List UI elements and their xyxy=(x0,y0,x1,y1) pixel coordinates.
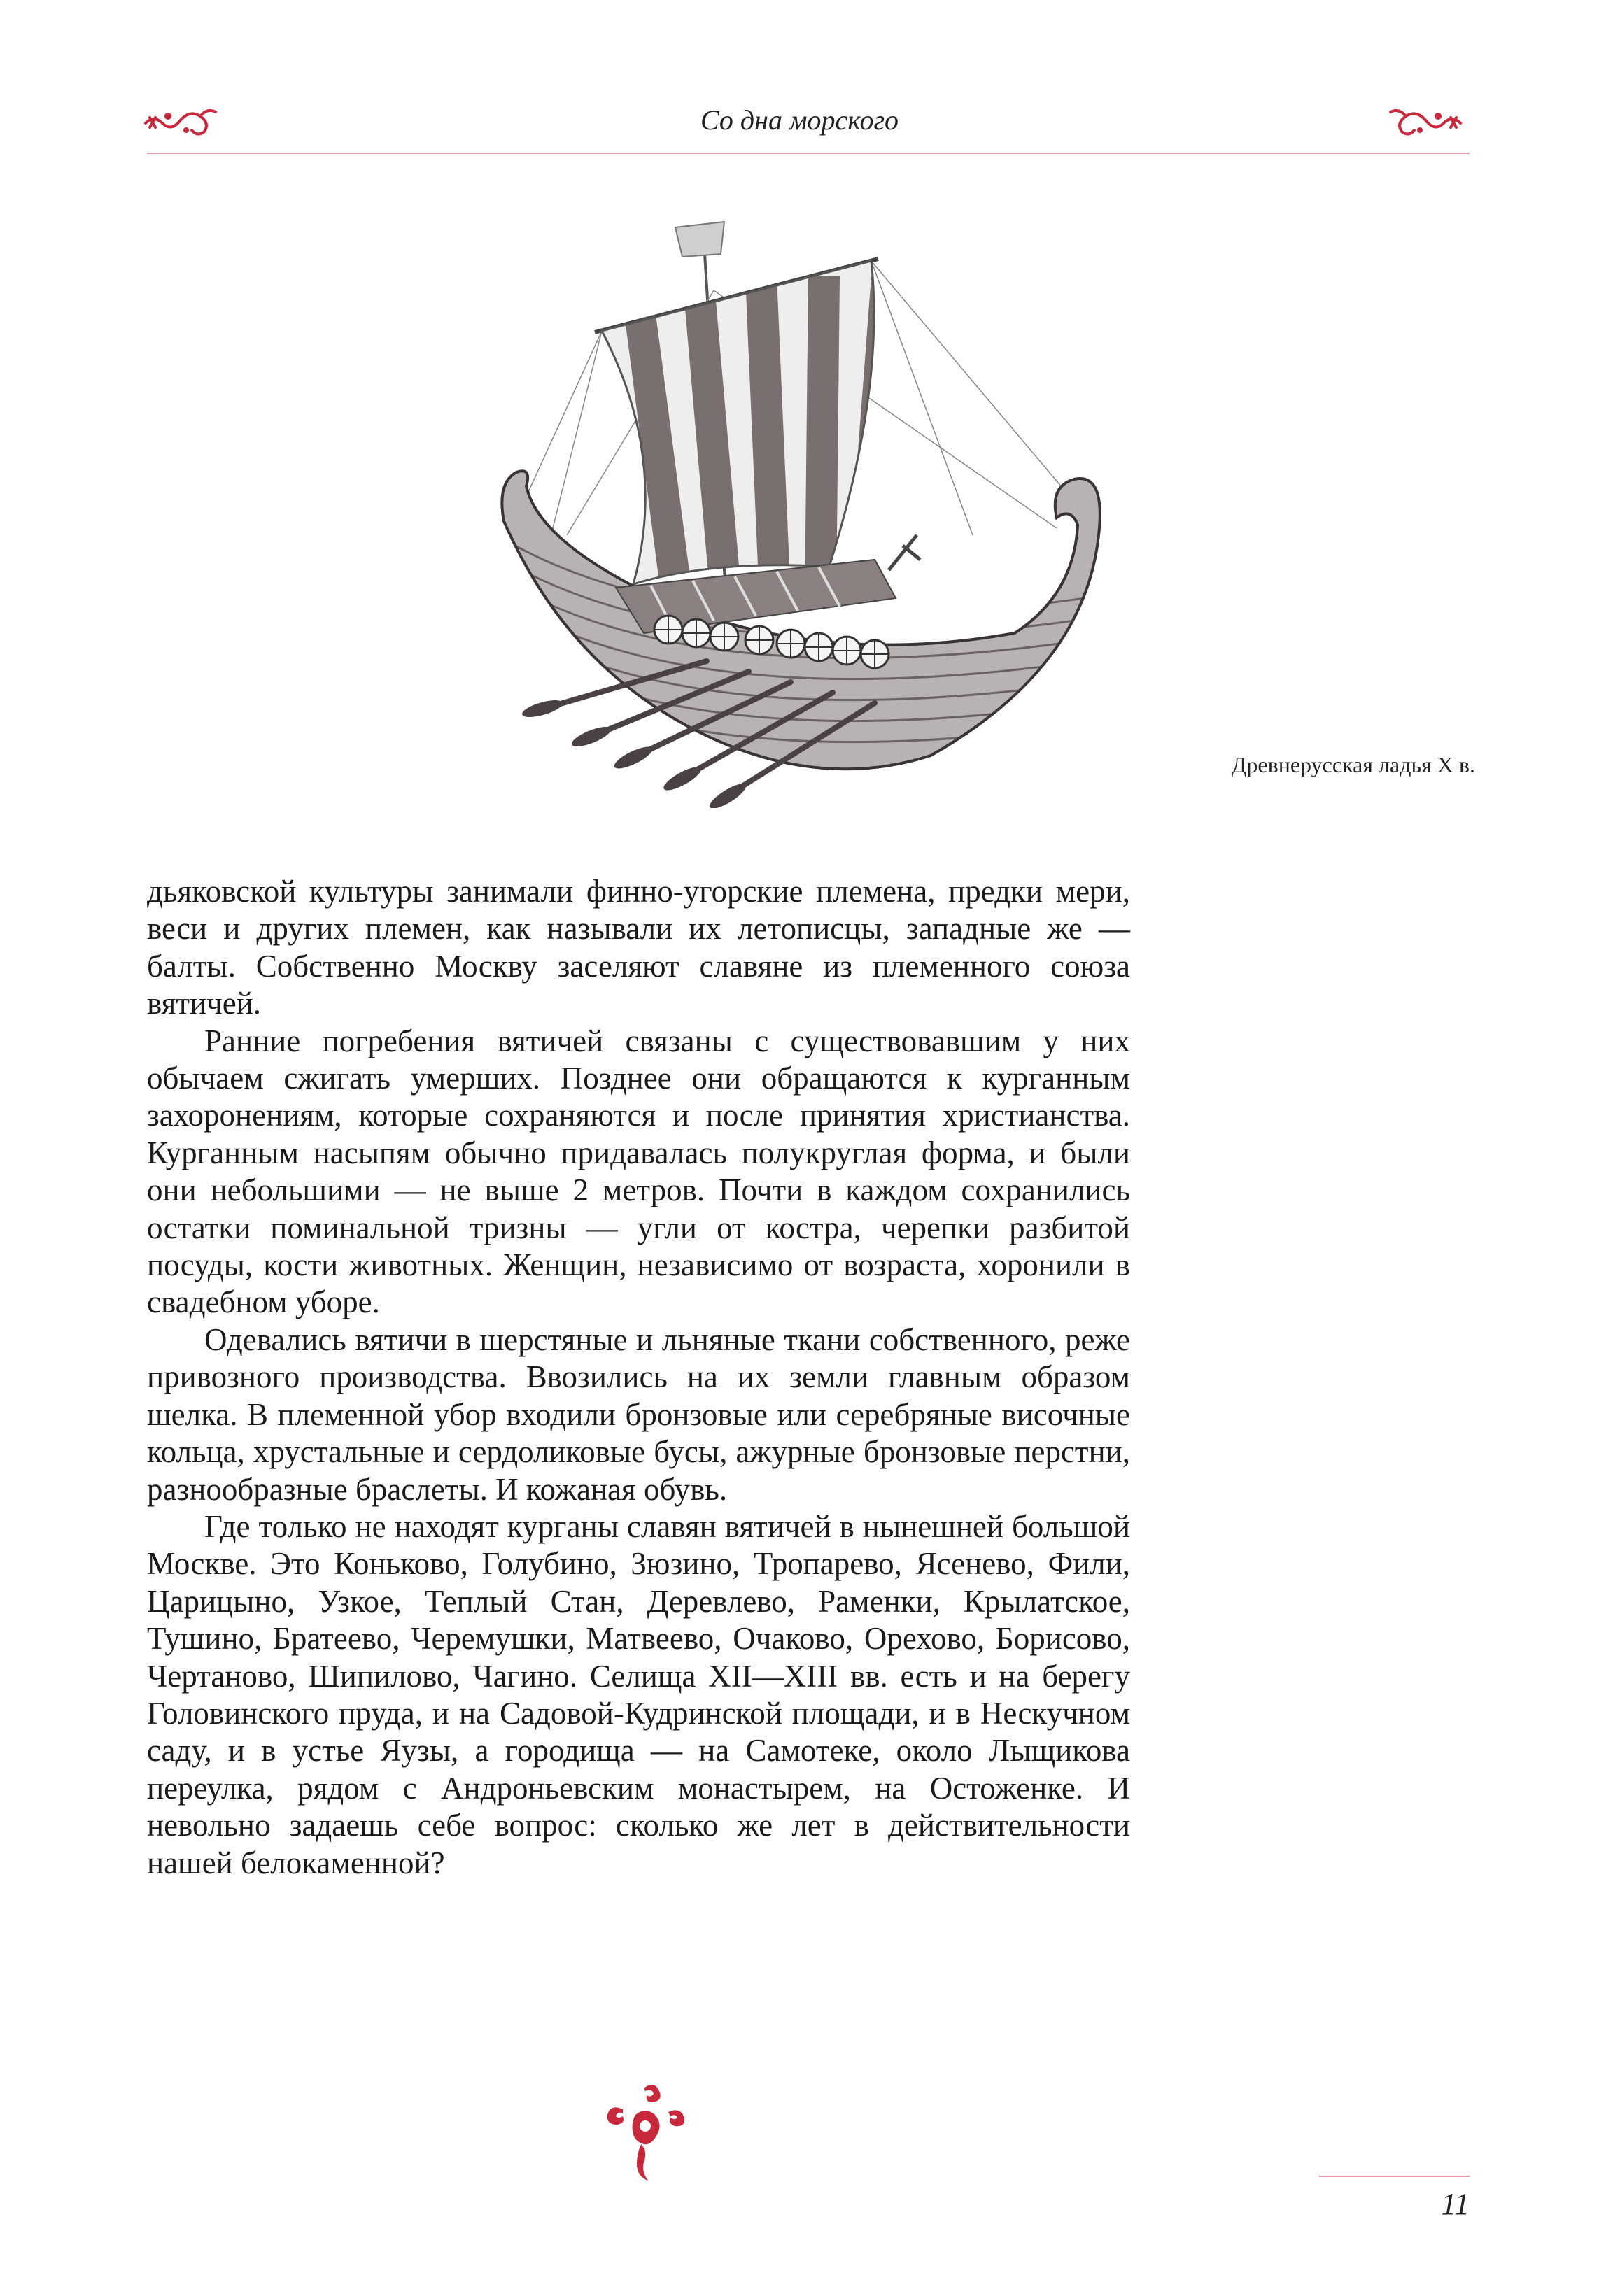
page-number: 11 xyxy=(1441,2187,1470,2221)
body-paragraph: дьяковской культуры занимали финно-угорские племена, предки мери, веси и других племен, как называли их летописцы, западные же — балты. Собственно Москву заселяют славяне из племенного союза вятичей. xyxy=(147,874,1130,1021)
body-text xyxy=(147,873,1130,1882)
figure-caption: Древнерусская ладья X в. xyxy=(1231,752,1475,777)
viking-longship-illustration xyxy=(483,206,1148,808)
body-paragraph: Одевались вятичи в шерстяные и льняные ткани собственного, реже привозного производства. Ввозились на их земли главным образом шелка. В племенной убор входили бронзовые или серебряные височные кольца, хрустальные и сердоликовые бусы, ажурные бронзовые перстни, разнообразные браслеты. И кожаная обувь. xyxy=(147,1321,1130,1507)
footer-rule xyxy=(1319,2176,1470,2177)
right-header-ornament-icon xyxy=(1382,99,1466,141)
chapter-end-ornament-icon xyxy=(602,2081,689,2186)
running-header-title: Со дна морского xyxy=(700,104,899,136)
body-paragraph: Где только не находят курганы славян вятичей в нынешней большой Москве. Это Коньково, Голубино, Зюзино, Тропарево, Ясенево, Фили, Царицыно, Узкое, Теплый Стан, Деревлево, Раменки, Крылатское, Тушино, Братеево, Черемушки, Матвеево, Очаково, Орехово, Борисово, Чертаново, Шипилово, Чагино. Селища XII—XIII вв. есть и на берегу Головинского пруда, и на Садовой-Кудринской площади, и в Нескучном саду, и в устье Яузы, а городища — на Самотеке, около Лыщикова переулка, рядом с Андроньевским монастырем, на Остоженке. И невольно задаешь себе вопрос: сколько же лет в действительности нашей белокаменной? xyxy=(147,1508,1130,1880)
body-paragraph: Ранние погребения вятичей связаны с существовавшим у них обычаем сжигать умерших. Позднее они обращаются к курганным захоронениям, которые сохраняются и после принятия христианства. Курганным насыпям обычно придавалась полукруглая форма, и были они небольшими — не выше 2 метров. Почти в каждом сохранились остатки поминальной тризны — угли от костра, черепки разбитой посуды, кости животных. Женщин, независимо от возраста, хоронили в свадебном уборе. xyxy=(147,1023,1130,1320)
header-rule xyxy=(147,153,1470,154)
